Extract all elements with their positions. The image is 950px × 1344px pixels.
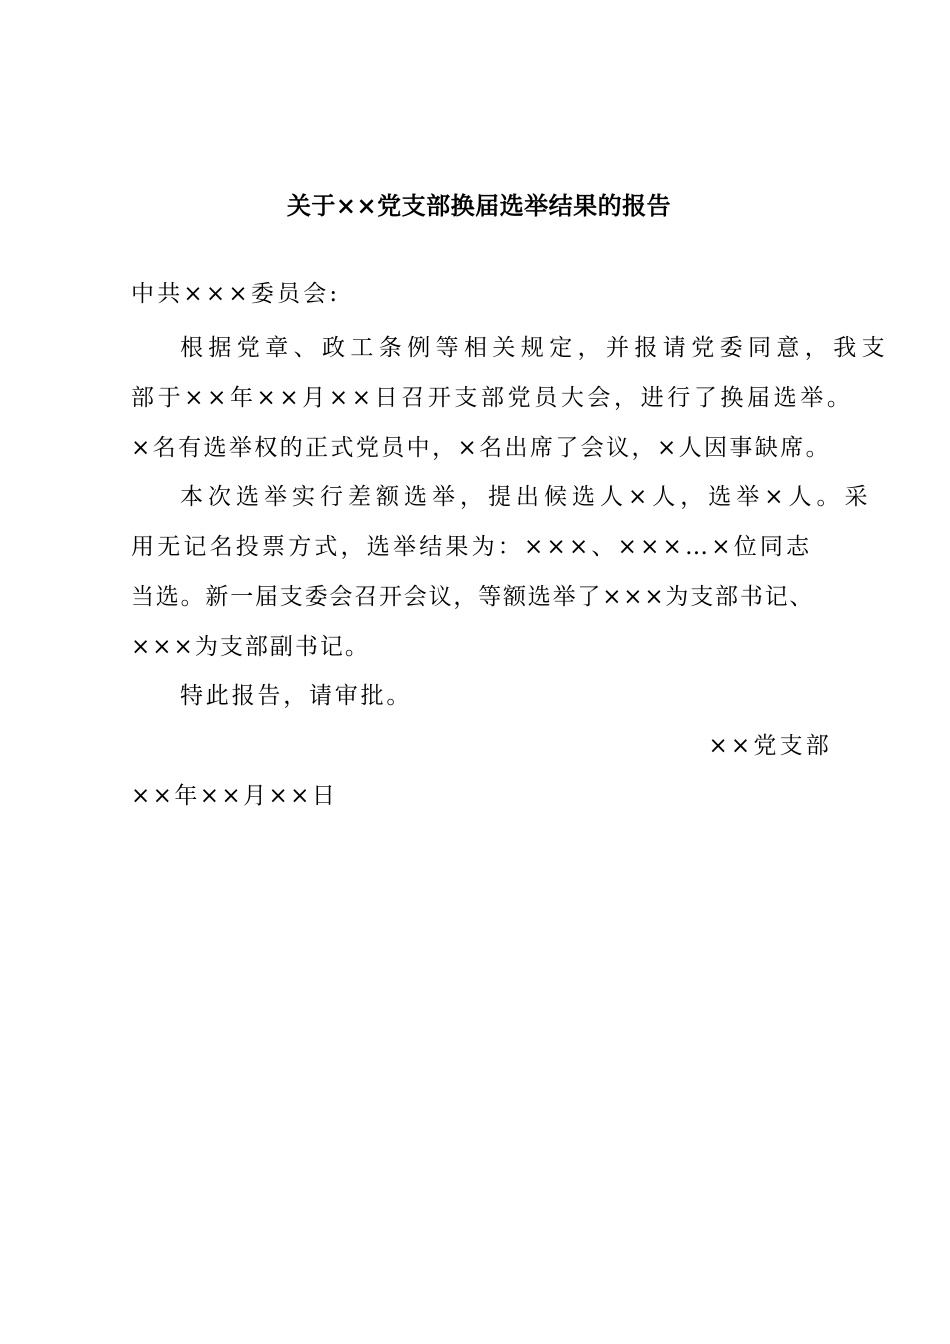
salutation: 中共×××委员会:	[131, 281, 341, 307]
paragraph-2-line-4: ×××为支部副书记。	[131, 634, 370, 660]
paragraph-2-line-1: 本次选举实行差额选举，提出候选人×人，选举×人。采	[180, 484, 873, 510]
paragraph-2-line-2: 用无记名投票方式，选举结果为：×××、×××…×位同志	[131, 534, 813, 560]
paragraph-1-line-1: 根据党章、政工条例等相关规定，并报请党委同意，我支	[180, 335, 890, 361]
paragraph-1-line-2: 部于××年××月××日召开支部党员大会，进行了换届选举。	[131, 385, 854, 411]
closing-remark: 特此报告，请审批。	[180, 683, 413, 709]
paragraph-2-line-3: 当选。新一届支委会召开会议，等额选举了×××为支部书记、	[131, 584, 815, 610]
paragraph-1-line-3: ×名有选举权的正式党员中，×名出席了会议，×人因事缺席。	[131, 435, 832, 461]
signer-organization: ××党支部	[708, 733, 832, 759]
document-date: ××年××月××日	[131, 783, 338, 809]
document-title: 关于××党支部换届选举结果的报告	[286, 191, 672, 220]
